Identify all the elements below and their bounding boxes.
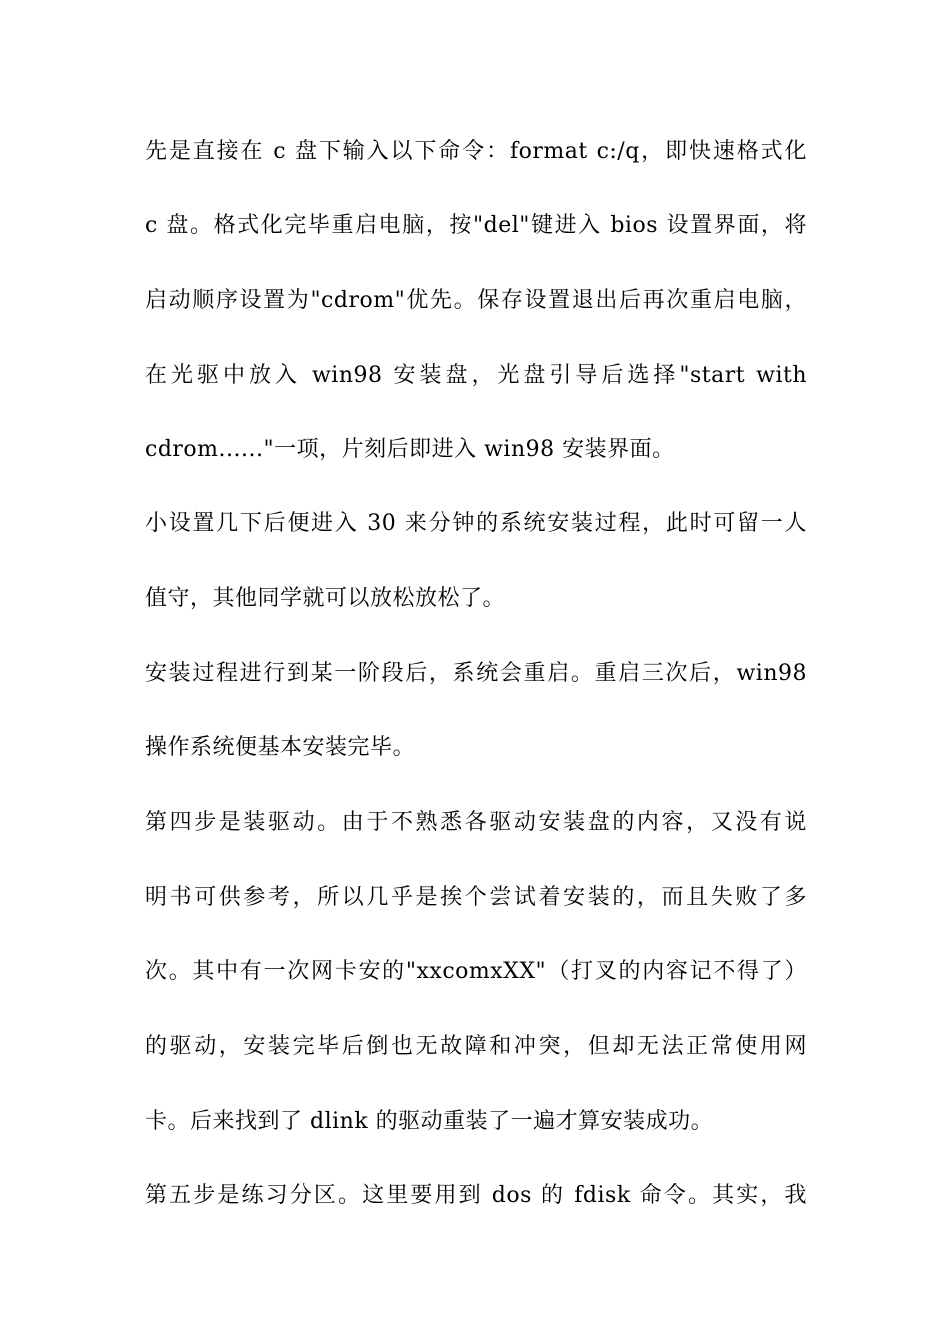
text-line: 明书可供参考，所以几乎是挨个尝试着安装的，而且失败了多 <box>145 885 807 910</box>
text-line: 安装过程进行到某一阶段后，系统会重启。重启三次后，win98 <box>145 661 807 686</box>
text-line: c 盘。格式化完毕重启电脑，按"del"键进入 bios 设置界面，将 <box>145 213 807 238</box>
text-line: 小设置几下后便进入 30 来分钟的系统安装过程，此时可留一人 <box>145 511 807 536</box>
text-line: 操作系统便基本安装完毕。 <box>145 735 416 760</box>
text-line: 第五步是练习分区。这里要用到 dos 的 fdisk 命令。其实，我 <box>145 1183 807 1208</box>
text-line: 卡。后来找到了 dlink 的驱动重装了一遍才算安装成功。 <box>145 1109 714 1134</box>
text-line: 次。其中有一次网卡安的"xxcomxXX"（打叉的内容记不得了） <box>145 959 807 984</box>
text-line: 先是直接在 c 盘下输入以下命令：format c:/q，即快速格式化 <box>145 139 807 164</box>
text-line: 启动顺序设置为"cdrom"优先。保存设置退出后再次重启电脑， <box>145 288 807 313</box>
text-line: 的驱动，安装完毕后倒也无故障和冲突，但却无法正常使用网 <box>145 1034 807 1059</box>
text-line: 在光驱中放入 win98 安装盘，光盘引导后选择"start with <box>145 363 807 388</box>
text-line: 第四步是装驱动。由于不熟悉各驱动安装盘的内容，又没有说 <box>145 810 807 835</box>
text-line: 值守，其他同学就可以放松放松了。 <box>145 586 506 611</box>
text-line: cdrom......"一项，片刻后即进入 win98 安装界面。 <box>145 437 675 462</box>
